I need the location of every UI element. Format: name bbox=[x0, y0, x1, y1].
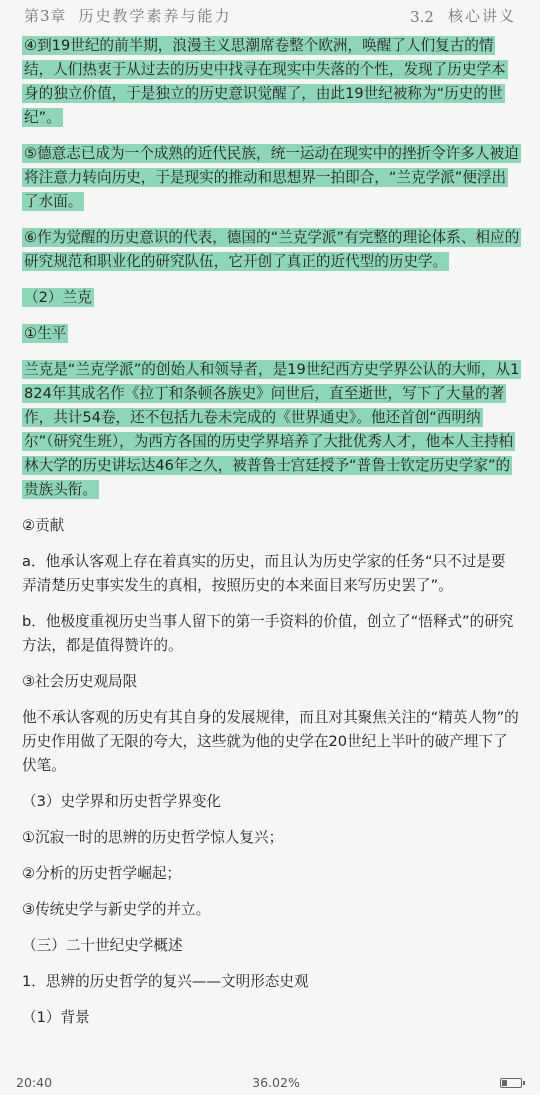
paragraph bbox=[22, 670, 520, 694]
highlighted-text[interactable]: ⑤德意志已成为一个成熟的近代民族，统一运动在现实中的挫折令许多人被迫将注意力转向历史，于是现实的推动和思想界一拍即合，“兰克学派”便浮出了水面。 bbox=[24, 145, 519, 210]
paragraph bbox=[22, 142, 520, 214]
chapter-label: 第3章 bbox=[24, 7, 67, 25]
battery-icon bbox=[500, 1078, 522, 1088]
paragraph bbox=[22, 934, 520, 958]
paragraph bbox=[22, 226, 520, 274]
paragraph-text: 1．思辨的历史哲学的复兴——文明形态史观 bbox=[22, 973, 309, 990]
paragraph bbox=[22, 862, 520, 886]
reading-progress: 36.02% bbox=[252, 1075, 300, 1090]
book-title: 历史教学素养与能力 bbox=[78, 7, 232, 25]
paragraph bbox=[22, 1006, 520, 1030]
paragraph bbox=[22, 550, 520, 598]
paragraph-text: b．他极度重视历史当事人留下的第一手资料的价值，创立了“悟释式”的研究方法，都是值得赞许的。 bbox=[22, 613, 514, 654]
highlighted-text[interactable]: ⑥作为觉醒的历史意识的代表，德国的“兰克学派”有完整的理论体系、相应的研究规范和职业化的研究队伍，它开创了真正的近代型的历史学。 bbox=[24, 229, 520, 270]
section-title: 核心讲义 bbox=[447, 7, 516, 25]
highlighted-text[interactable]: ①生平 bbox=[24, 325, 67, 342]
paragraph-text: 他不承认客观的历史有其自身的发展规律，而且对其聚焦关注的“精英人物”的历史作用做了无限的夸大，这些就为他的史学在20世纪上半叶的破产埋下了伏笔。 bbox=[22, 709, 519, 774]
paragraph-text: ③传统史学与新史学的并立。 bbox=[22, 901, 211, 918]
paragraph-text: ②贡献 bbox=[22, 517, 65, 534]
clock-time: 20:40 bbox=[16, 1075, 53, 1090]
paragraph bbox=[22, 898, 520, 922]
paragraph bbox=[22, 514, 520, 538]
reading-content[interactable] bbox=[0, 34, 540, 1042]
section-number: 3.2 bbox=[410, 8, 434, 26]
paragraph bbox=[22, 358, 520, 502]
paragraph bbox=[22, 34, 520, 130]
paragraph bbox=[22, 322, 520, 346]
highlighted-text[interactable]: ④到19世纪的前半期，浪漫主义思潮席卷整个欧洲，唤醒了人们复古的情结，人们热衷于从过去的历史中找寻在现实中失落的个性，发现了历史学本身的独立价值，于是独立的历史意识觉醒了，由此19世纪被称为“历史的世纪”。 bbox=[24, 37, 506, 126]
header-left bbox=[24, 5, 232, 26]
paragraph bbox=[22, 790, 520, 814]
header-right bbox=[410, 5, 516, 26]
highlighted-text[interactable]: （2）兰克 bbox=[24, 289, 92, 306]
highlighted-text[interactable]: 兰克是“兰克学派”的创始人和领导者，是19世纪西方史学界公认的大师，从1824年其成名作《拉丁和条顿各族史》问世后，直至逝世，写下了大量的著作，共计54卷，还不包括九卷未完成的《世界通史》。他还首创“西明纳尔”（研究生班），为西方各国的历史学界培养了大批优秀人才，他本人主持柏林大学的历史讲坛达46年之久，被普鲁士宫廷授予“普鲁士钦定历史学家”的贵族头衔。 bbox=[24, 361, 520, 498]
paragraph-text: ③社会历史观局限 bbox=[22, 673, 138, 690]
reader-header bbox=[0, 0, 540, 30]
paragraph bbox=[22, 826, 520, 850]
paragraph-text: ①沉寂一时的思辨的历史哲学惊人复兴； bbox=[22, 829, 284, 846]
paragraph bbox=[22, 970, 520, 994]
paragraph bbox=[22, 286, 520, 310]
paragraph-text: （1）背景 bbox=[22, 1009, 90, 1026]
paragraph-text: ②分析的历史哲学崛起； bbox=[22, 865, 182, 882]
paragraph-text: （三）二十世纪史学概述 bbox=[22, 937, 183, 954]
reader-footer bbox=[0, 1070, 540, 1095]
paragraph bbox=[22, 706, 520, 778]
paragraph bbox=[22, 610, 520, 658]
paragraph-text: a．他承认客观上存在着真实的历史，而且认为历史学家的任务“只不过是要弄清楚历史事实发生的真相，按照历史的本来面目来写历史罢了”。 bbox=[22, 553, 506, 594]
battery-fill bbox=[502, 1080, 507, 1086]
paragraph-text: （3）史学界和历史哲学界变化 bbox=[22, 793, 222, 810]
